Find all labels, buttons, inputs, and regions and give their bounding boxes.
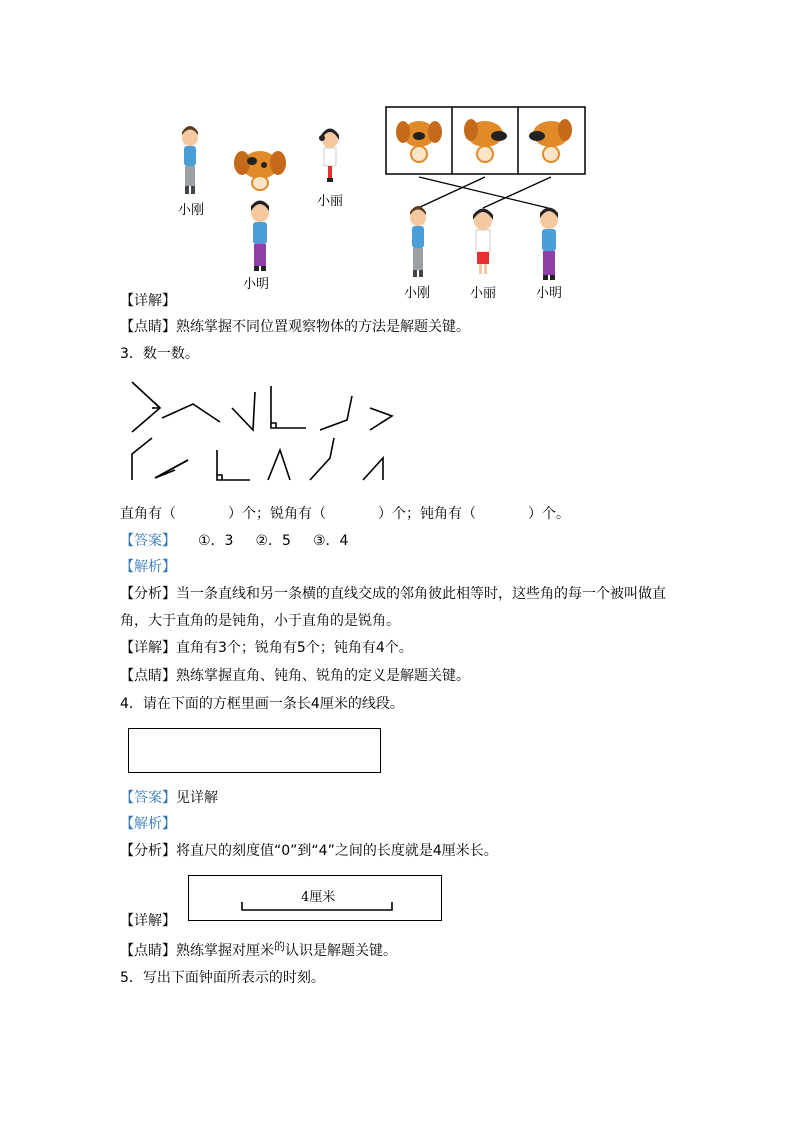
q4-analysis: 【分析】将直尺的刻度值“0”到“4”之间的长度就是4厘米长。 [120, 843, 498, 859]
dog-views-box [386, 107, 585, 174]
xiaoli-figure [319, 129, 339, 183]
q4-detail: 【详解】 [120, 913, 176, 929]
q4-analysis-tag: 【解析】 [120, 816, 176, 832]
q4-title: 4．请在下面的方框里画一条长4厘米的线段。 [120, 696, 404, 712]
segment-box [188, 875, 442, 921]
q3-blank-line-p3: ）个；钝角有（ [378, 506, 476, 522]
q3-analysis-tag: 【解析】 [120, 559, 176, 575]
q3-analysis-1: 【分析】当一条直线和另一条横的直线交成的邻角彼此相等时，这些角的每一个被叫做直 [120, 586, 666, 602]
q3-blank-line [120, 505, 570, 523]
label-bottom-xiaogang: 小刚 [404, 286, 431, 301]
q3-answer-1: ①．3 [198, 533, 234, 549]
q3-tip: 【点睛】熟练掌握直角、钝角、锐角的定义是解题关键。 [120, 668, 470, 684]
q3-answer-line [120, 532, 348, 550]
label-bottom-xiaoli: 小丽 [470, 286, 497, 301]
q2-tip: 【点睛】熟练掌握不同位置观察物体的方法是解题关键。 [120, 319, 470, 335]
q4-tip-line [120, 942, 397, 961]
bottom-xiaoli-figure [473, 209, 493, 275]
q4-answer-text: 见详解 [176, 790, 218, 806]
q4-tip-de: 的 [274, 940, 285, 953]
bottom-xiaoming-figure [540, 208, 558, 281]
q5-title: 5．写出下面钟面所表示的时刻。 [120, 970, 325, 986]
xiaogang-figure [182, 126, 198, 194]
xiaoming-figure [251, 201, 269, 272]
drawing-box[interactable] [128, 728, 381, 773]
angles-figure [120, 370, 410, 490]
label-xiaoming: 小明 [243, 277, 270, 292]
label-xiaoli: 小丽 [317, 194, 344, 209]
q4-answer-line [120, 789, 218, 807]
dog-figure-left [234, 151, 286, 190]
q3-blank-line-p1: 直角有（ [120, 506, 176, 522]
q3-detail: 【详解】直角有3个；锐角有5个；钝角有4个。 [120, 640, 413, 656]
observation-figure [0, 0, 794, 300]
bottom-xiaogang-figure [410, 206, 426, 277]
q4-answer-tag: 【答案】 [120, 790, 176, 806]
q3-title: 3．数一数。 [120, 346, 199, 362]
q3-blank-line-p4: ）个。 [528, 506, 570, 522]
q3-analysis-2: 角，大于直角的是钝角，小于直角的是锐角。 [120, 613, 400, 629]
segment-label: 4厘米 [301, 890, 336, 905]
q3-blank-line-p2: ）个；锐角有（ [228, 506, 326, 522]
q3-answer-2: ②．5 [255, 533, 291, 549]
matching-lines [418, 177, 551, 208]
label-bottom-xiaoming: 小明 [536, 286, 563, 301]
segment-line [241, 900, 393, 912]
q3-answer-3: ③．4 [312, 533, 349, 549]
q3-answer-tag: 【答案】 [120, 533, 176, 549]
q2-detail: 【详解】 [120, 293, 176, 309]
q4-tip-a: 【点睛】熟练掌握对厘米 [120, 943, 274, 959]
q4-tip-b: 认识是解题关键。 [285, 943, 397, 959]
label-xiaogang: 小刚 [178, 203, 205, 218]
